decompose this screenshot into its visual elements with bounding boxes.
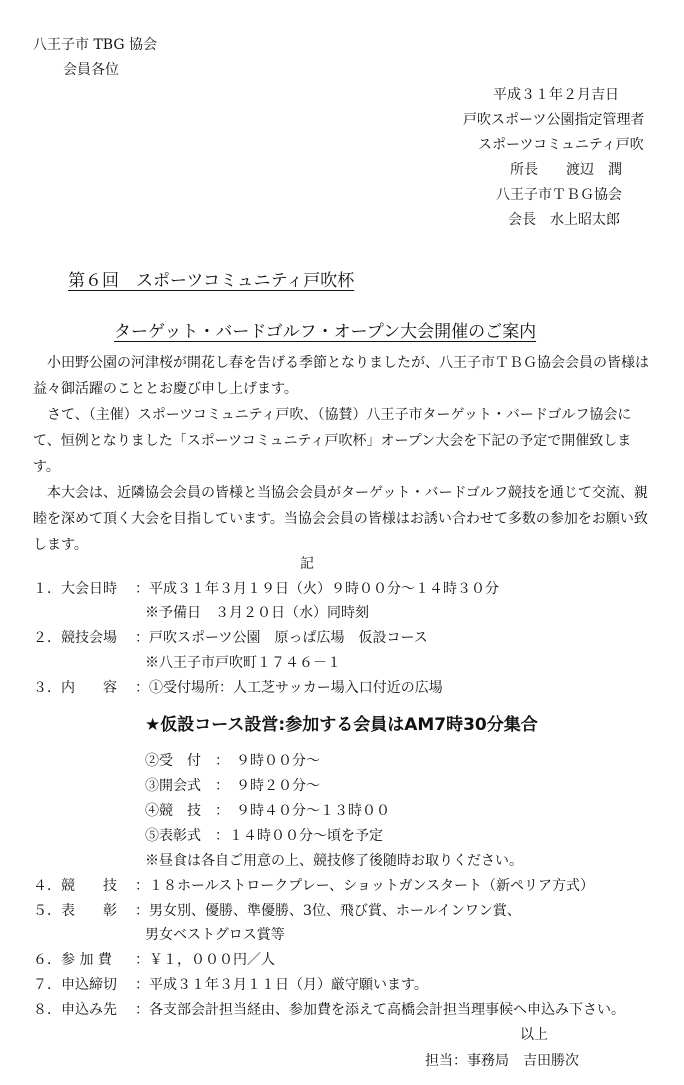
item-label: ２．競技会場 — [33, 630, 117, 646]
schedule-item: ③開会式 ： ９時２０分～ — [145, 778, 320, 794]
schedule-item: ②受 付 ： ９時００分～ — [145, 753, 320, 769]
item-value: ：平成３１年３月１９日（火）９時００分～１４時３０分 — [135, 581, 499, 597]
subject-title: ターゲット・バードゴルフ・オープン大会開催のご案内 — [114, 322, 537, 342]
sender-director: 所長 渡辺 潤 — [510, 162, 622, 178]
item-label: ３．内 容 — [33, 680, 117, 696]
item-label: ８．申込み先 — [33, 1002, 117, 1018]
item-value: ：各支部会計担当経由、参加費を添えて高橋会計担当理事候へ申込み下さい。 — [135, 1002, 625, 1018]
sender-president: 会長 水上昭太郎 — [508, 212, 620, 228]
paragraph-announcement: さて、（主催）スポーツコミュニティ戸吹、（協賛）八王子市ターゲット・バードゴルフ協会にて、恒例となりました「スポーツコミュニティ戸吹杯」オープン大会を下記の予定で開催致します。 — [33, 407, 632, 475]
schedule-item: ⑤表彰式 ：１４時００分～頃を予定 — [145, 828, 383, 844]
sender-org: 戸吹スポーツ公園指定管理者 — [463, 112, 645, 128]
item-label: ４．競 技 — [33, 878, 117, 894]
paragraph-purpose: 本大会は、近隣協会会員の皆様と当協会会員がターゲット・バードゴルフ競技を通じて交流、親睦を深めて頂く大会を目指しています。当協会会員の皆様はお誘い合わせて多数の参加をお願い致します。 — [33, 485, 648, 553]
item-label: ７．申込締切 — [33, 977, 117, 993]
item-value-cont: 男女ベストグロス賞等 — [145, 927, 285, 943]
sender-assoc: 八王子市ＴＢＧ協会 — [496, 187, 622, 203]
highlight-notice: ★仮設コース設営:参加する会員はAM7時30分集合 — [145, 715, 538, 735]
sender-name: スポーツコミュニティ戸吹 — [478, 137, 644, 153]
item-label: ６．参 加 費 — [33, 952, 112, 968]
closing-ijo: 以上 — [520, 1027, 548, 1043]
paragraph-greeting: 小田野公園の河津桜が開花し春を告げる季節となりましたが、八王子市ＴＢＧ協会会員の皆様は益々御活躍のこととお慶び申し上げます。 — [33, 355, 649, 397]
item-value: ：￥１，０００円／人 — [135, 952, 275, 968]
contact-person: 担当：事務局 吉田勝次 — [425, 1053, 579, 1069]
ki-marker: 記 — [300, 556, 314, 572]
item-value: ：戸吹スポーツ公園 原っぱ広場 仮設コース — [135, 630, 428, 646]
addressee-org: 八王子市 TBG 協会 — [33, 37, 157, 53]
item-note: ※予備日 ３月２０日（水）同時刻 — [145, 605, 369, 621]
issue-date: 平成３１年２月吉日 — [493, 87, 619, 103]
event-title: 第６回 スポーツコミュニティ戸吹杯 — [68, 271, 355, 291]
item-label: ５．表 彰 — [33, 903, 117, 919]
schedule-item: ④競 技 ： ９時４０分～１３時００ — [145, 803, 390, 819]
schedule-note: ※昼食は各自ご用意の上、競技修了後随時お取りください。 — [145, 853, 523, 869]
item-value: ：①受付場所：人工芝サッカー場入口付近の広場 — [135, 680, 443, 696]
item-value: ：平成３１年３月１１日（月）厳守願います。 — [135, 977, 428, 993]
addressee-members: 会員各位 — [63, 62, 119, 78]
item-note: ※八王子市戸吹町１７４６－１ — [145, 655, 341, 671]
item-value: ：１８ホールストロークプレー、ショットガンスタート（新ペリア方式） — [135, 878, 595, 894]
item-value: ：男女別、優勝、準優勝、3位、飛び賞、ホールインワン賞、 — [135, 903, 521, 919]
item-label: １．大会日時 — [33, 581, 117, 597]
